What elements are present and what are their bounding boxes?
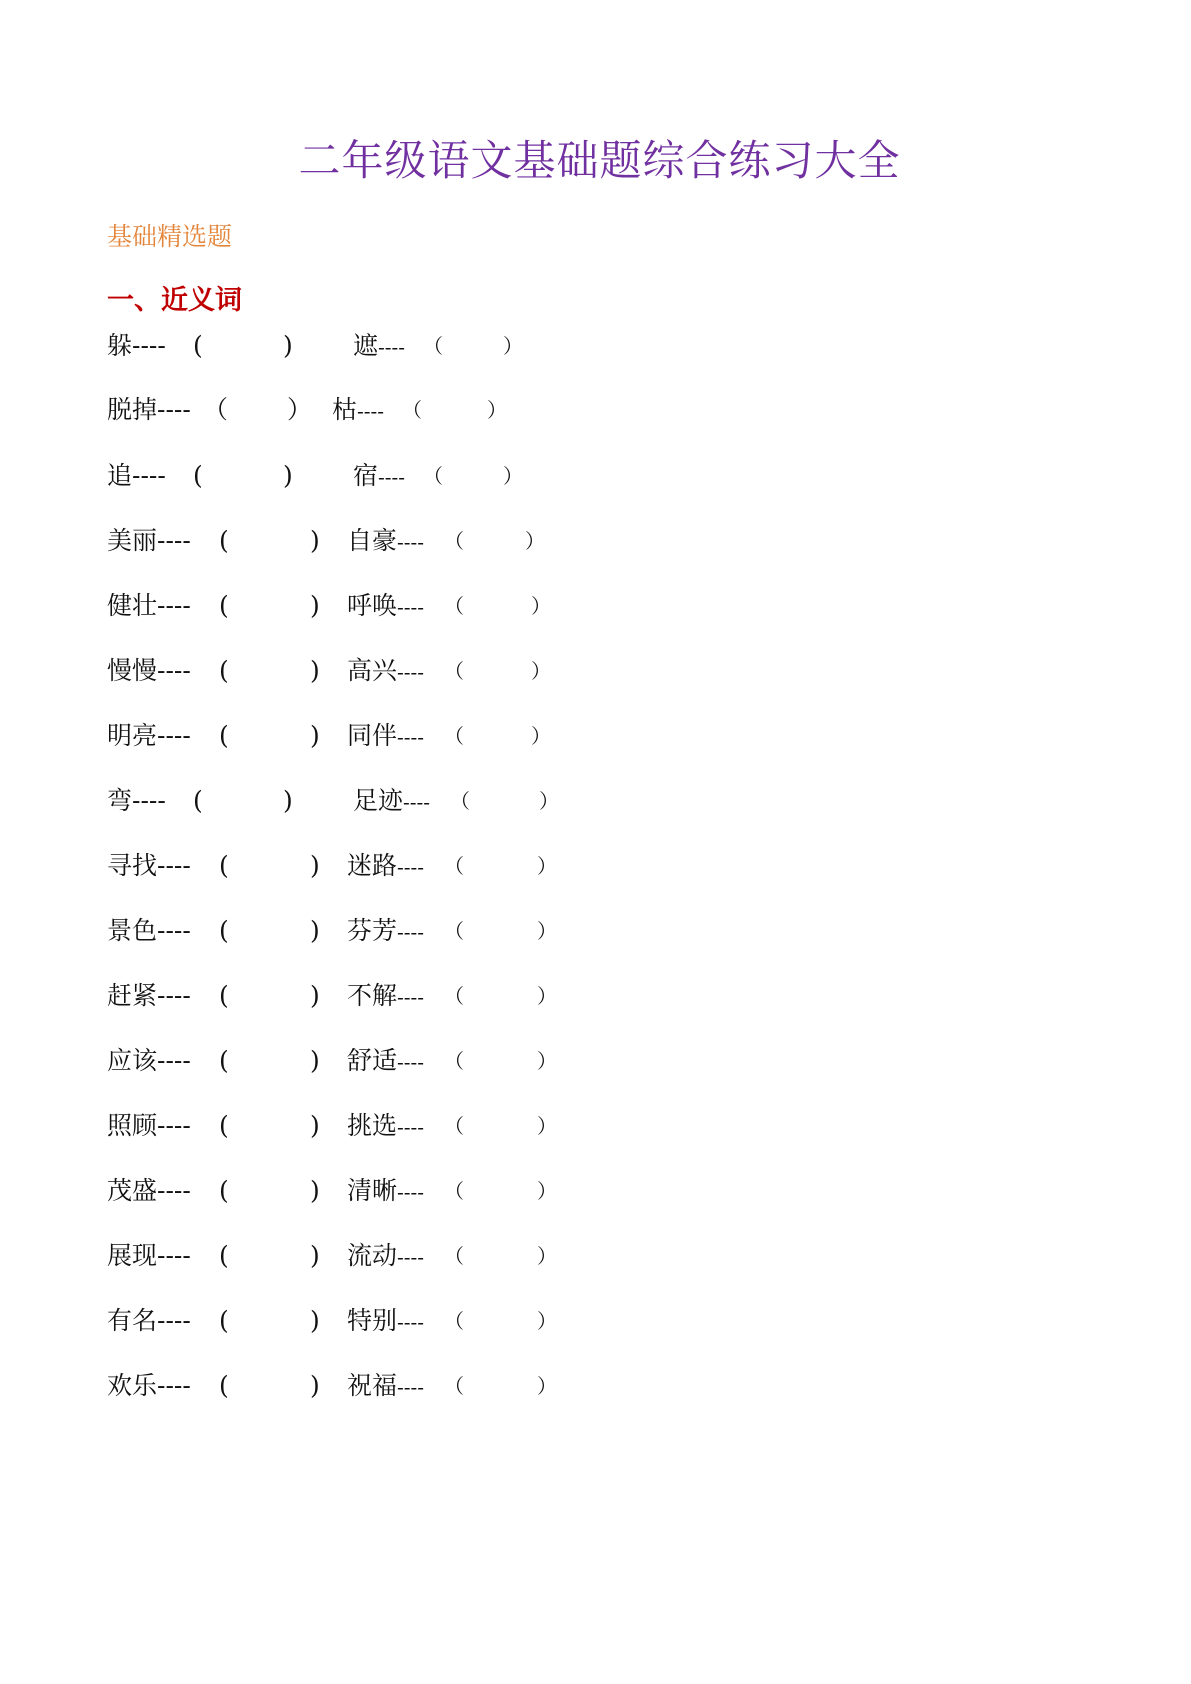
left-close-paren: ）	[287, 395, 313, 424]
left-dash: ----	[157, 851, 191, 880]
left-word: 明亮	[107, 721, 158, 750]
left-dash: ----	[157, 591, 191, 620]
right-answer-blank[interactable]	[464, 915, 537, 947]
left-word: 健壮	[107, 591, 158, 620]
right-word: 清晰	[347, 1176, 398, 1205]
left-open-paren: (	[219, 591, 229, 620]
left-item	[107, 460, 166, 492]
right-open-paren: （	[444, 594, 464, 618]
right-dash: ----	[378, 465, 406, 489]
left-answer-blank[interactable]	[223, 394, 287, 426]
left-item	[107, 330, 166, 362]
left-word: 茂盛	[107, 1176, 158, 1205]
right-answer-blank[interactable]	[464, 1305, 537, 1337]
right-open-paren: （	[444, 854, 464, 878]
right-answer-blank[interactable]	[464, 590, 531, 622]
left-answer-blank[interactable]	[239, 1175, 310, 1207]
left-item	[107, 1175, 191, 1207]
left-item	[107, 525, 191, 557]
left-answer-blank[interactable]	[239, 1045, 310, 1077]
left-close-paren: )	[310, 916, 320, 945]
right-dash: ----	[397, 660, 425, 684]
right-open-paren: （	[444, 984, 464, 1008]
left-item	[107, 915, 191, 947]
left-dash: ----	[132, 786, 166, 815]
right-answer-blank[interactable]	[464, 1240, 537, 1272]
right-close-paren: ）	[537, 1374, 557, 1398]
right-open-paren: （	[444, 724, 464, 748]
page-title: 二年级语文基础题综合练习大全	[298, 136, 901, 185]
left-answer-blank[interactable]	[239, 720, 310, 752]
right-close-paren: ）	[537, 1049, 557, 1073]
right-answer-blank[interactable]	[422, 394, 487, 426]
left-answer-blank[interactable]	[239, 980, 310, 1012]
left-answer-blank[interactable]	[239, 525, 310, 557]
left-open-paren: (	[219, 851, 229, 880]
left-dash: ----	[157, 1306, 191, 1335]
right-word: 舒适	[347, 1046, 398, 1075]
right-word: 特别	[347, 1306, 398, 1335]
left-dash: ----	[157, 1241, 191, 1270]
right-word: 呼唤	[347, 591, 398, 620]
left-answer-blank[interactable]	[213, 785, 283, 817]
right-dash: ----	[378, 335, 406, 359]
section-heading-synonyms: 一、近义词	[107, 285, 242, 316]
right-answer-blank[interactable]	[443, 330, 503, 362]
left-dash: ----	[157, 1111, 191, 1140]
left-item	[107, 980, 191, 1012]
left-dash: ----	[157, 916, 191, 945]
left-word: 应该	[107, 1046, 158, 1075]
left-dash: ----	[157, 981, 191, 1010]
right-answer-blank[interactable]	[464, 1175, 537, 1207]
right-close-paren: ）	[531, 724, 551, 748]
right-item	[347, 1305, 424, 1338]
left-open-paren: (	[219, 1111, 229, 1140]
right-open-paren: （	[444, 529, 464, 553]
right-word: 枯	[332, 395, 358, 424]
right-item	[347, 655, 424, 688]
left-word: 慢慢	[107, 656, 158, 685]
right-close-paren: ）	[537, 1309, 557, 1333]
right-word: 遮	[353, 331, 379, 360]
left-open-paren: （	[203, 395, 229, 424]
right-item	[347, 1110, 424, 1143]
right-open-paren: （	[444, 1374, 464, 1398]
right-close-paren: ）	[531, 594, 551, 618]
left-dash: ----	[157, 721, 191, 750]
right-answer-blank[interactable]	[464, 720, 531, 752]
right-open-paren: （	[423, 464, 443, 488]
right-open-paren: （	[444, 1049, 464, 1073]
left-close-paren: )	[310, 1176, 320, 1205]
left-close-paren: )	[310, 1111, 320, 1140]
left-dash: ----	[157, 656, 191, 685]
left-word: 展现	[107, 1241, 158, 1270]
right-item	[353, 785, 430, 818]
right-dash: ----	[397, 530, 425, 554]
right-word: 同伴	[347, 721, 398, 750]
left-word: 弯	[107, 786, 133, 815]
right-open-paren: （	[402, 398, 422, 422]
left-answer-blank[interactable]	[239, 655, 310, 687]
right-open-paren: （	[444, 1309, 464, 1333]
left-dash: ----	[132, 331, 166, 360]
left-close-paren: )	[283, 786, 293, 815]
right-answer-blank[interactable]	[464, 850, 537, 882]
left-open-paren: (	[193, 331, 203, 360]
left-answer-blank[interactable]	[239, 850, 310, 882]
left-dash: ----	[157, 395, 191, 424]
right-close-paren: ）	[537, 919, 557, 943]
right-answer-blank[interactable]	[464, 525, 525, 557]
right-close-paren: ）	[537, 854, 557, 878]
right-close-paren: ）	[503, 464, 523, 488]
right-word: 芬芳	[347, 916, 398, 945]
left-item	[107, 785, 166, 817]
left-close-paren: )	[310, 1046, 320, 1075]
right-answer-blank[interactable]	[464, 1370, 537, 1402]
left-open-paren: (	[219, 1371, 229, 1400]
left-close-paren: )	[310, 1306, 320, 1335]
left-open-paren: (	[219, 1176, 229, 1205]
left-answer-blank[interactable]	[239, 590, 310, 622]
right-word: 流动	[347, 1241, 398, 1270]
left-word: 有名	[107, 1306, 158, 1335]
left-close-paren: )	[310, 526, 320, 555]
left-open-paren: (	[219, 721, 229, 750]
right-dash: ----	[403, 790, 431, 814]
left-dash: ----	[157, 1176, 191, 1205]
left-word: 照顾	[107, 1111, 158, 1140]
right-item	[347, 1175, 424, 1208]
right-dash: ----	[397, 1050, 425, 1074]
left-item	[107, 1045, 191, 1077]
right-dash: ----	[397, 920, 425, 944]
right-item	[347, 980, 424, 1013]
right-dash: ----	[397, 1115, 425, 1139]
subtitle: 基础精选题	[107, 222, 233, 251]
right-word: 祝福	[347, 1371, 398, 1400]
right-answer-blank[interactable]	[470, 785, 539, 817]
left-item	[107, 394, 191, 426]
right-dash: ----	[397, 1180, 425, 1204]
right-word: 不解	[347, 981, 398, 1010]
left-close-paren: )	[283, 461, 293, 490]
left-open-paren: (	[219, 1306, 229, 1335]
left-word: 欢乐	[107, 1371, 158, 1400]
right-item	[347, 850, 424, 883]
left-open-paren: (	[219, 1241, 229, 1270]
right-open-paren: （	[444, 1114, 464, 1138]
left-dash: ----	[132, 461, 166, 490]
left-answer-blank[interactable]	[239, 1240, 310, 1272]
left-answer-blank[interactable]	[239, 915, 310, 947]
right-answer-blank[interactable]	[464, 1045, 537, 1077]
left-word: 寻找	[107, 851, 158, 880]
right-close-paren: ）	[539, 789, 559, 813]
left-word: 躲	[107, 331, 133, 360]
right-dash: ----	[397, 855, 425, 879]
right-item	[347, 1240, 424, 1273]
left-close-paren: )	[283, 331, 293, 360]
right-answer-blank[interactable]	[464, 1110, 537, 1142]
right-open-paren: （	[444, 919, 464, 943]
left-item	[107, 720, 191, 752]
left-open-paren: (	[219, 656, 229, 685]
left-word: 景色	[107, 916, 158, 945]
left-word: 赶紧	[107, 981, 158, 1010]
right-close-paren: ）	[537, 1114, 557, 1138]
left-close-paren: )	[310, 1371, 320, 1400]
left-item	[107, 1370, 191, 1402]
left-dash: ----	[157, 526, 191, 555]
right-item	[353, 330, 405, 363]
right-dash: ----	[397, 985, 425, 1009]
left-open-paren: (	[219, 981, 229, 1010]
right-close-paren: ）	[537, 984, 557, 1008]
left-word: 追	[107, 461, 133, 490]
right-dash: ----	[397, 725, 425, 749]
right-dash: ----	[397, 1310, 425, 1334]
left-close-paren: )	[310, 851, 320, 880]
right-word: 挑选	[347, 1111, 398, 1140]
left-open-paren: (	[219, 916, 229, 945]
right-open-paren: （	[423, 334, 443, 358]
left-close-paren: )	[310, 981, 320, 1010]
left-open-paren: (	[219, 1046, 229, 1075]
right-open-paren: （	[450, 789, 470, 813]
right-answer-blank[interactable]	[443, 460, 503, 492]
right-open-paren: （	[444, 659, 464, 683]
left-close-paren: )	[310, 1241, 320, 1270]
right-close-paren: ）	[503, 334, 523, 358]
right-close-paren: ）	[537, 1179, 557, 1203]
left-item	[107, 1305, 191, 1337]
right-close-paren: ）	[531, 659, 551, 683]
left-word: 美丽	[107, 526, 158, 555]
left-word: 脱掉	[107, 395, 158, 424]
right-item	[353, 460, 405, 493]
right-close-paren: ）	[525, 529, 545, 553]
right-word: 足迹	[353, 786, 404, 815]
right-dash: ----	[397, 1245, 425, 1269]
left-item	[107, 1240, 191, 1272]
right-answer-blank[interactable]	[464, 655, 531, 687]
right-item	[347, 590, 424, 623]
left-item	[107, 1110, 191, 1142]
right-word: 自豪	[347, 526, 398, 555]
right-open-paren: （	[444, 1179, 464, 1203]
right-dash: ----	[397, 1375, 425, 1399]
right-item	[347, 1370, 424, 1403]
left-open-paren: (	[193, 461, 203, 490]
left-answer-blank[interactable]	[239, 1110, 310, 1142]
left-item	[107, 850, 191, 882]
left-dash: ----	[157, 1046, 191, 1075]
right-close-paren: ）	[487, 398, 507, 422]
right-open-paren: （	[444, 1244, 464, 1268]
left-answer-blank[interactable]	[239, 1305, 310, 1337]
right-close-paren: ）	[537, 1244, 557, 1268]
left-close-paren: )	[310, 591, 320, 620]
right-word: 迷路	[347, 851, 398, 880]
right-item	[347, 915, 424, 948]
right-dash: ----	[397, 595, 425, 619]
right-word: 宿	[353, 461, 379, 490]
right-item	[332, 394, 384, 427]
right-dash: ----	[357, 399, 385, 423]
left-answer-blank[interactable]	[213, 460, 283, 492]
left-item	[107, 590, 191, 622]
left-close-paren: )	[310, 721, 320, 750]
right-word: 高兴	[347, 656, 398, 685]
left-item	[107, 655, 191, 687]
left-dash: ----	[157, 1371, 191, 1400]
left-close-paren: )	[310, 656, 320, 685]
left-answer-blank[interactable]	[213, 330, 283, 362]
right-item	[347, 525, 424, 558]
right-item	[347, 1045, 424, 1078]
left-open-paren: (	[193, 786, 203, 815]
left-answer-blank[interactable]	[239, 1370, 310, 1402]
right-answer-blank[interactable]	[464, 980, 537, 1012]
right-item	[347, 720, 424, 753]
left-open-paren: (	[219, 526, 229, 555]
